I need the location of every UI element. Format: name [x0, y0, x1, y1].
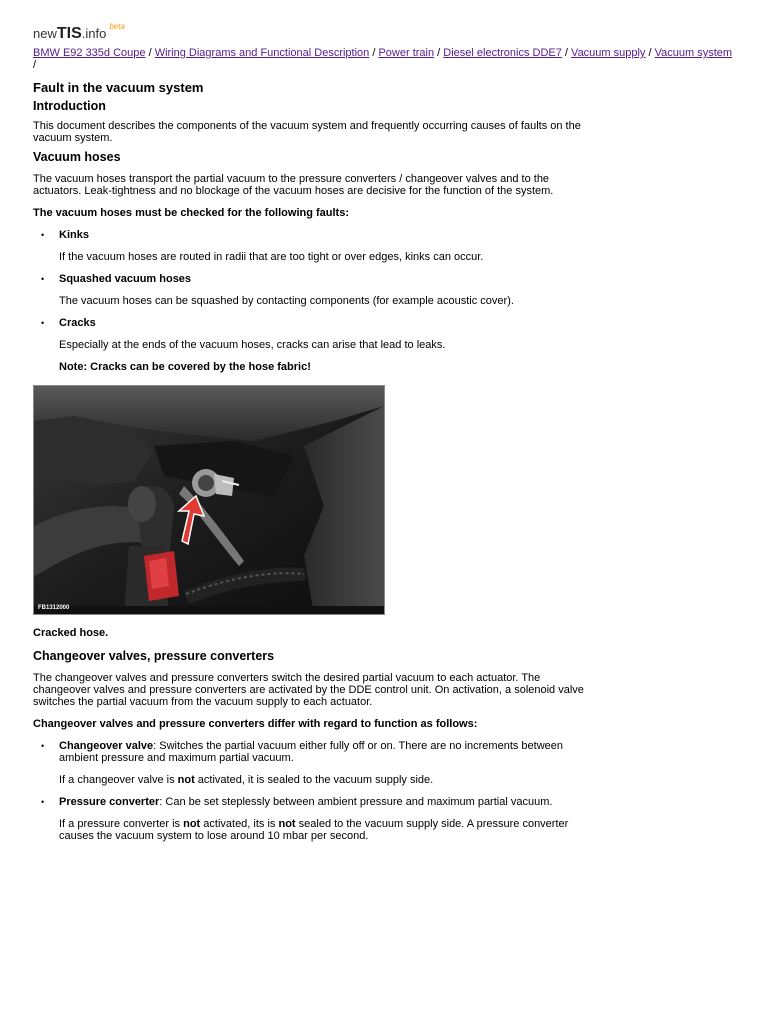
note-text: If a changeover valve is [59, 774, 178, 786]
fault-title: Cracks [59, 317, 96, 329]
article [33, 80, 593, 842]
bullet-icon: • [41, 274, 45, 284]
list-item [33, 229, 593, 263]
fault-text: The vacuum hoses can be squashed by contacting components (for example acoustic cover). [59, 295, 514, 307]
note-text: sealed to the vacuum supply side. A pressure converter causes the vacuum system to lose around 10 mbar per second. [59, 818, 569, 842]
logo-suffix: .info [81, 26, 107, 41]
bullet-icon: • [41, 741, 45, 751]
valves-lead: Changeover valves and pressure converters differ with regard to function as follows: [33, 718, 478, 730]
fault-title: Kinks [59, 229, 89, 241]
valve-type-note [59, 774, 593, 786]
bullet-icon: • [41, 318, 45, 328]
valve-type-description [59, 740, 593, 764]
logo-brand: TIS [56, 25, 82, 42]
list-item [33, 740, 593, 786]
breadcrumb-link-wiring[interactable]: Wiring Diagrams and Functional Description [154, 47, 370, 59]
figure-code: FB1312000 [38, 605, 70, 611]
valve-type-description [59, 796, 593, 808]
breadcrumb-link-model[interactable]: BMW E92 335d Coupe [33, 47, 146, 59]
engine-bay-illustration [34, 386, 384, 614]
valves-paragraph: The changeover valves and pressure converters switch the desired partial vacuum to each actuator. The changeover valves and pressure converters are activated by the DDE control unit. On activation, a solenoid valve switches the partial vacuum from the vacuum supply to each actuator. [33, 672, 584, 708]
breadcrumb-separator: / [145, 47, 155, 59]
breadcrumb-separator: / [369, 47, 379, 59]
figure-caption: Cracked hose. [33, 627, 109, 639]
list-item [33, 273, 593, 307]
valve-type-desc: : Can be set steplessly between ambient pressure and maximum partial vacuum. [159, 796, 553, 808]
list-item [33, 317, 593, 373]
valve-type-note [59, 818, 593, 842]
valve-type-term: Changeover valve [59, 740, 154, 752]
breadcrumb-link-vacuum-system[interactable]: Vacuum system [654, 47, 733, 59]
breadcrumb-separator: / [434, 47, 444, 59]
breadcrumb-link-diesel-electronics[interactable]: Diesel electronics DDE7 [443, 47, 562, 59]
section-heading-introduction: Introduction [33, 99, 106, 113]
hoses-check-lead: The vacuum hoses must be checked for the following faults: [33, 207, 349, 219]
breadcrumb-link-vacuum-supply[interactable]: Vacuum supply [571, 47, 646, 59]
fault-text: Especially at the ends of the vacuum hoses, cracks can arise that lead to leaks. [59, 339, 446, 351]
bullet-icon: • [41, 230, 45, 240]
valve-type-term: Pressure converter [59, 796, 160, 808]
section-heading-vacuum-hoses: Vacuum hoses [33, 150, 121, 164]
breadcrumb-separator: / [33, 59, 37, 71]
note-emphasis: not [183, 818, 201, 830]
beta-badge: beta [109, 22, 125, 31]
intro-paragraph: This document describes the components of the vacuum system and frequently occurring causes of faults on the vacuum system. [33, 120, 581, 144]
list-item [33, 796, 593, 842]
cracked-hose-photo [33, 385, 385, 615]
note-text: activated, its is [200, 818, 279, 830]
bullet-icon: • [41, 797, 45, 807]
page-title: Fault in the vacuum system [33, 80, 204, 95]
breadcrumb [33, 47, 738, 71]
note-text: activated, it is sealed to the vacuum supply side. [194, 774, 434, 786]
breadcrumb-separator: / [645, 47, 655, 59]
section-heading-changeover-valves: Changeover valves, pressure converters [33, 649, 275, 663]
hoses-paragraph: The vacuum hoses transport the partial vacuum to the pressure converters / changeover valves and to the actuators. Leak-tightness and no blockage of the vacuum hoses are decisive for the function of the system. [33, 173, 554, 197]
site-logo[interactable] [33, 22, 125, 44]
note-emphasis: not [177, 774, 195, 786]
fault-note: Note: Cracks can be covered by the hose fabric! [59, 361, 311, 373]
logo-prefix: new [33, 26, 57, 41]
note-emphasis: not [278, 818, 296, 830]
breadcrumb-separator: / [561, 47, 572, 59]
fault-list [33, 229, 593, 373]
fault-text: If the vacuum hoses are routed in radii that are too tight or over edges, kinks can occur. [59, 251, 484, 263]
breadcrumb-link-power-train[interactable]: Power train [378, 47, 435, 59]
valve-type-list [33, 740, 593, 842]
fault-title: Squashed vacuum hoses [59, 273, 192, 285]
valve-type-desc: : Switches the partial vacuum either fully off or on. There are no increments between ambient pressure and maximum partial vacuum. [59, 740, 564, 764]
note-text: If a pressure converter is [59, 818, 184, 830]
